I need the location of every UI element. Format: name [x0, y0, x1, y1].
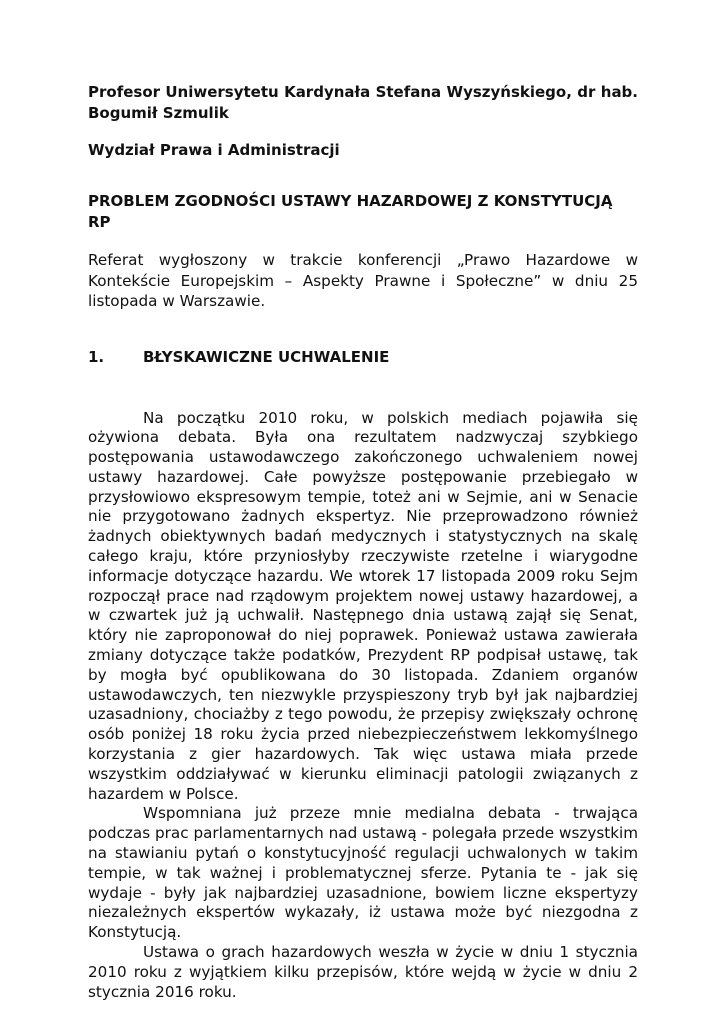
- section-title: BŁYSKAWICZNE UCHWALENIE: [143, 347, 390, 366]
- section-heading: [88, 347, 638, 368]
- author-line: Profesor Uniwersytetu Kardynała Stefana Wyszyńskiego, dr hab. Bogumił Szmulik: [88, 83, 638, 122]
- body-paragraph: Na początku 2010 roku, w polskich mediach pojawiła się ożywiona debata. Była ona rezultatem nadzwyczaj szybkiego postępowania ustawodawczego zakończonego uchwaleniem nowej ustawy hazardowej. Całe powyższe postępowanie przebiegało w przysłowiowo ekspresowym tempie, toteż ani w Sejmie, ani w Senacie nie przygotowano żadnych ekspertyz. Nie przeprowadzono również żadnych obiektywnych badań medycznych i statystycznych na skalę całego kraju, które przyniosłyby rzeczywiste rzetelne i wiarygodne informacje dotyczące hazardu. We wtorek 17 listopada 2009 roku Sejm rozpoczął prace nad rządowym projektem nowej ustawy hazardowej, a w czwartek już ją uchwalił. Następnego dnia ustawą zajął się Senat, który nie zaproponował do niej poprawek. Ponieważ ustawa zawierała zmiany dotyczące także podatków, Prezydent RP podpisał ustawę, tak by mogła być opublikowana do 30 listopada. Zdaniem organów ustawodawczych, ten niezwykle przyspieszony tryb był jak najbardziej uzasadniony, chociażby z tego powodu, że przepisy zwiększały ochronę osób poniżej 18 roku życia przed niebezpieczeństwem lekkomyślnego korzystania z gier hazardowych. Tak więc ustawa miała przede wszystkim oddziaływać w kierunku eliminacji patologii związanych z hazardem w Polsce.: [88, 408, 638, 803]
- intro-paragraph: Referat wygłoszony w trakcie konferencji „Prawo Hazardowe w Kontekście Europejskim – Aspekty Prawne i Społeczne” w dniu 25 listopada w Warszawie.: [88, 251, 638, 310]
- section-number: 1.: [88, 347, 105, 366]
- document-page: [88, 82, 638, 1002]
- faculty-line: Wydział Prawa i Administracji: [88, 141, 340, 159]
- body-paragraph: Wspomniana już przeze mnie medialna debata - trwająca podczas prac parlamentarnych nad ustawą - polegała przede wszystkim na stawianiu pytań o konstytucyjność regulacji uchwalonych w takim tempie, w tak ważnej i problematycznej sferze. Pytania te - jak się wydaje - były jak najbardziej uzasadnione, bowiem liczne ekspertyzy niezależnych ekspertów wykazały, iż ustawa może być niezgodna z Konstytucją.: [88, 804, 638, 942]
- body-paragraph: Ustawa o grach hazardowych weszła w życie w dniu 1 stycznia 2010 roku z wyjątkiem kilku przepisów, które wejdą w życie w dniu 2 stycznia 2016 roku.: [88, 943, 638, 1001]
- section-body: [88, 409, 638, 1003]
- document-title: PROBLEM ZGODNOŚCI USTAWY HAZARDOWEJ Z KONSTYTUCJĄ RP: [88, 192, 613, 231]
